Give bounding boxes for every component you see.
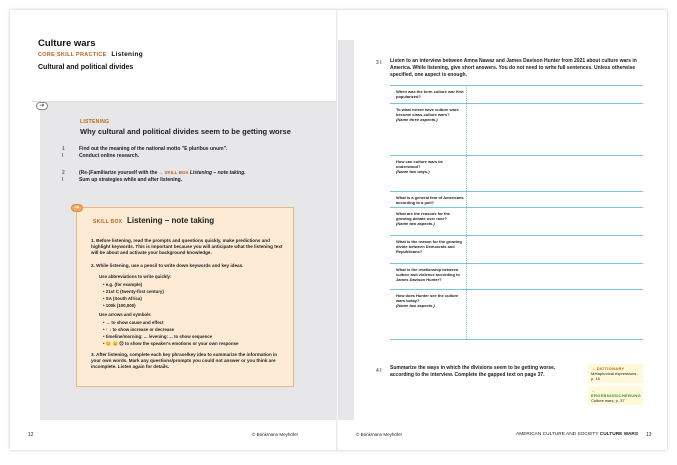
task-2-post: Listening – note taking. xyxy=(189,170,246,176)
table-question xyxy=(396,239,464,255)
question-note: (Name three aspects.) xyxy=(396,117,438,123)
question-text: What is a general fear of Americans according to a poll? xyxy=(396,195,464,206)
column-divider xyxy=(466,264,467,289)
skill-item-text: While listening, use a pencil to write down keywords and key ideas. xyxy=(96,263,244,268)
arrows-item: • → to show cause and effect xyxy=(103,320,164,325)
task-number: 1 I xyxy=(62,146,65,159)
table-question xyxy=(396,89,464,99)
abbr-item: • e.g. (for example) xyxy=(103,282,143,287)
skill-box-tag: SKILL BOX xyxy=(93,219,123,225)
table-question xyxy=(396,107,464,123)
chapter-title: Culture wars xyxy=(38,38,96,49)
arrows-heading: Use arrows and symbols xyxy=(99,312,151,317)
question-note: (Name two aspects.) xyxy=(396,303,435,309)
table-question xyxy=(396,293,464,309)
column-divider xyxy=(466,192,467,207)
task-text xyxy=(79,146,319,159)
question-4-text: Summarize the ways in which the divisions seem to be getting worse, according to the interview. Complete the gapped text on page 37. xyxy=(390,365,556,378)
arrow-right-icon: ➜ xyxy=(36,102,48,110)
question-3-text: Listen to an interview between Amna Nawaz and James Davison Hunter from 2021 about culture wars in America. While listening, give short answers. You do not need to write full sentences. Unless otherwise specified, one aspect is enough. xyxy=(390,58,637,78)
arrows-item: • ↑ ↓ to show increase or decrease xyxy=(103,327,175,332)
table-row[interactable] xyxy=(390,208,643,236)
right-page-number: 13 xyxy=(646,432,652,438)
abbr-text: e.g. (for example) xyxy=(105,282,143,287)
dictionary-reference[interactable] xyxy=(588,364,643,383)
column-divider xyxy=(466,156,467,191)
left-page-number: 12 xyxy=(28,432,34,438)
arrows-text: → to show cause and effect xyxy=(105,320,164,325)
question-note: (Name two aspects.) xyxy=(396,221,435,227)
abbr-item: • 100k (100,000) xyxy=(103,303,136,308)
abbr-item: • SA (South Africa) xyxy=(103,296,142,301)
skill-item-text: Before listening, read the prompts and questions quickly, make predictions and highlight keywords. This is important because you will anticipate what the listening text will be about and activate your background knowledge. xyxy=(91,238,283,255)
core-skill-value: Listening xyxy=(111,51,143,58)
skill-box-title: Listening – note taking xyxy=(127,216,215,225)
skill-item-num: 2. xyxy=(91,263,95,268)
skill-item-3 xyxy=(91,352,287,370)
table-question xyxy=(396,211,464,227)
task-number: 2 I xyxy=(62,170,65,183)
skill-item-2 xyxy=(91,263,287,269)
left-publisher: © Brinkmann Meyhöfer xyxy=(252,432,299,437)
arrows-text: timeline/morning: ... /evening: ... to show sequence xyxy=(105,334,213,339)
question-note: (Name two ways.) xyxy=(396,169,430,175)
right-page xyxy=(338,10,667,450)
footer-chapter: CULTURE WARS xyxy=(599,432,639,437)
core-skill-label: CORE SKILL PRACTICE xyxy=(38,52,107,58)
question-text: How does Hunter see the culture wars today? xyxy=(396,293,459,304)
task-2-pre: (Re-)Familiarize yourself with the xyxy=(79,170,158,176)
section-label: LISTENING xyxy=(80,119,110,125)
reference-key: → DICTIONARY xyxy=(591,366,625,371)
arrows-text: 😊 😐 ☹ to show the speaker's emotions or your own response xyxy=(105,341,239,346)
right-publisher: © Brinkmann Meyhöfer xyxy=(356,432,403,437)
footer-section: AMERICAN CULTURE AND SOCIETY xyxy=(516,432,599,437)
column-divider xyxy=(466,290,467,339)
skill-box-link[interactable]: → SKILL BOX xyxy=(158,170,189,175)
table-row[interactable] xyxy=(390,264,643,290)
column-divider xyxy=(466,208,467,235)
abbr-item: • 21st C (twenty-first century) xyxy=(103,289,164,294)
reference-text: Metaphorical expressions, p. 15 xyxy=(591,371,638,381)
column-divider xyxy=(466,86,467,103)
question-4-number: 4 I xyxy=(376,368,382,374)
table-row[interactable] xyxy=(390,192,643,208)
skill-item-num: 1. xyxy=(91,238,95,243)
ergebnissicherung-reference[interactable] xyxy=(588,386,643,405)
arrows-item: • 😊 😐 ☹ to show the speaker's emotions or your own response xyxy=(103,341,239,346)
skill-item-num: 3. xyxy=(91,352,95,357)
left-page xyxy=(10,10,338,450)
column-divider xyxy=(466,236,467,263)
question-3-number: 3 I xyxy=(376,60,382,66)
table-question xyxy=(396,267,464,283)
arrows-text: ↑ ↓ to show increase or decrease xyxy=(105,327,175,332)
task-1-line-1: Find out the meaning of the national motto "E pluribus unum". xyxy=(79,146,228,152)
abbr-heading: Use abbreviations to write quickly: xyxy=(99,274,172,279)
book-spread xyxy=(10,10,667,450)
question-text: What is the reason for the growing divide between Democrats and Republicans? xyxy=(396,239,462,255)
task-1-line-2: Conduct online research. xyxy=(79,152,140,159)
abbr-text: SA (South Africa) xyxy=(105,296,142,301)
reference-text: Culture wars, p. 37 xyxy=(591,398,625,403)
question-text: When was the term culture war first popularized? xyxy=(396,89,464,100)
arrows-item: • timeline/morning: ... /evening: ... to show sequence xyxy=(103,334,213,339)
table-row[interactable] xyxy=(390,86,643,104)
table-question xyxy=(396,159,464,175)
core-skill-line xyxy=(38,51,143,58)
column-divider xyxy=(466,104,467,155)
abbr-text: 100k (100,000) xyxy=(105,303,136,308)
skill-item-1 xyxy=(91,238,287,256)
task-text xyxy=(79,170,319,183)
question-text: What is the relationship between culture and violence according to James Davison Hunter? xyxy=(396,267,460,283)
question-text: How can culture wars be understood? xyxy=(396,159,443,170)
skill-arrow-icon: ➜ xyxy=(71,204,83,212)
table-row[interactable] xyxy=(390,104,643,156)
table-question xyxy=(396,195,464,205)
section-title: Why cultural and political divides seem to be getting worse xyxy=(80,127,291,136)
skill-box xyxy=(76,207,294,387)
question-text: To what extent have culture wars become class-culture wars? xyxy=(396,107,459,118)
task-2-line-2: Sum up strategies while and after listening. xyxy=(79,176,183,183)
skill-item-text: After listening, complete each key phrase/key idea to summarize the information in your own words. Mark any questions/prompts you could not answer or you think are incomplete. Listen again for details. xyxy=(91,352,278,369)
chapter-subtitle: Cultural and political divides xyxy=(38,64,134,71)
answer-table xyxy=(390,85,643,340)
question-text: What are the reasons for the growing debate over race? xyxy=(396,211,451,222)
abbr-text: 21st C (twenty-first century) xyxy=(105,289,164,294)
footer-running-head xyxy=(516,432,638,437)
reference-key: → ERGEBNISSICHERUNG xyxy=(591,388,641,398)
table-row[interactable] xyxy=(390,290,643,340)
table-row[interactable] xyxy=(390,156,643,192)
table-row[interactable] xyxy=(390,236,643,264)
